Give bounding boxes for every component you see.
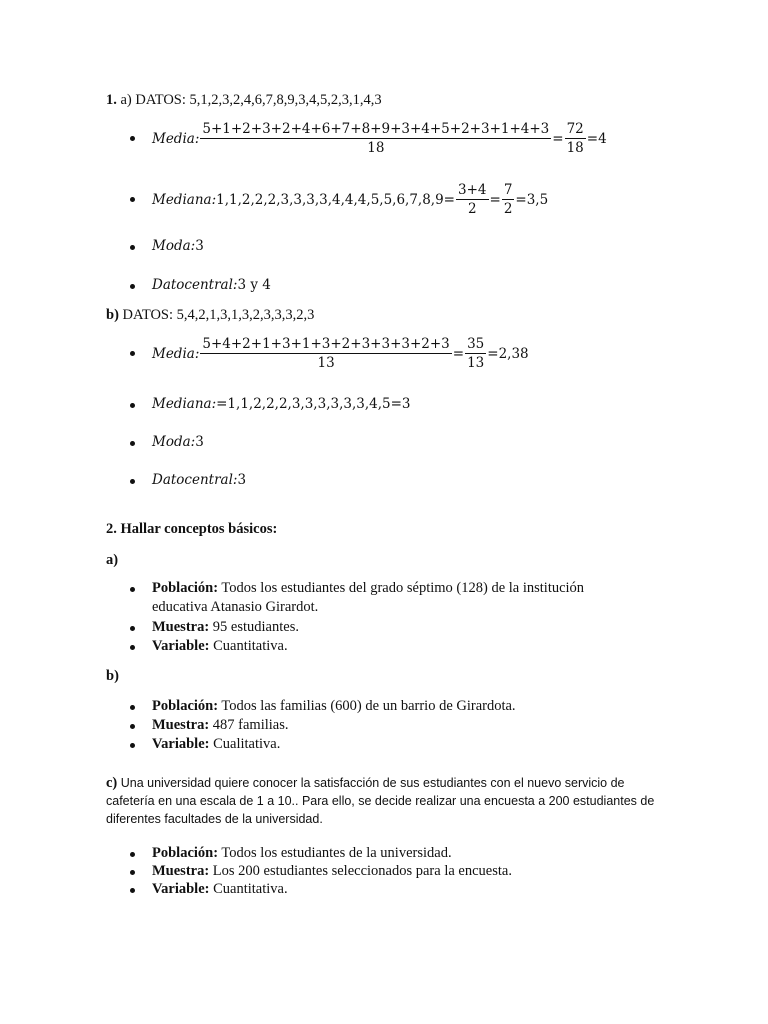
bullet [130,870,135,875]
bullet [130,587,135,592]
c-poblacion: Población: Todos los estudiantes de la universidad. [152,845,452,861]
bullet [130,284,135,289]
bullet [130,645,135,650]
bullet [130,441,135,446]
bullet [130,479,135,484]
section1-a-datos [106,92,382,109]
c-variable: Variable: Cuantitativa. [152,881,288,897]
bullet [130,724,135,729]
bullet [130,705,135,710]
bullet [130,136,135,141]
a-mediana-label: Mediana: [152,191,217,208]
section2-b-label: b) [106,668,119,684]
bullet [130,852,135,857]
b-muestra: Muestra: 487 familias. [152,717,289,733]
a-mediana-fraction: $\frac{3+4}{2}$ [458,182,487,217]
a-poblacion: Población: Todos los estudiantes del grado séptimo (128) de la institución [152,580,585,596]
a-media-result: =4 [586,130,607,147]
a-poblacion-cont: educativa Atanasio Girardot. [152,599,319,615]
section1-a-line: a) DATOS: 5,1,2,3,2,4,6,7,8,9,3,4,5,2,3,1,4,3 [120,92,382,108]
b-moda: Moda:3 [152,434,204,450]
a-mediana-result: =3,5 [515,191,549,208]
a-muestra: Muestra: 95 estudiantes. [152,619,299,635]
bullet [130,197,135,202]
a-mediana-fraction-2: $\frac{7}{2}$ [503,182,513,217]
bullet [130,351,135,356]
a-media-fraction: $\frac{5+1+2+3+2+4+6+7+8+9+3+4+5+2+3+1+4+3}{18}$ [202,121,550,156]
bullet [130,888,135,893]
b-variable: Variable: Cualitativa. [152,736,281,752]
b-media-fraction-2: $\frac{35}{13}$ [467,336,485,371]
c-muestra: Muestra: Los 200 estudiantes seleccionados para la encuesta. [152,863,512,879]
section2-title: 2. Hallar conceptos básicos: [106,521,278,537]
a-mediana-equation: Mediana: 1,1,2,2,2,3,3,3,3,4,4,4,5,5,6,7,8,9= $\frac{3+4}{2}$ = $\frac{7}{2}$ =3,5 [152,182,549,217]
section1-b-label: b) [106,307,119,323]
a-variable: Variable: Cuantitativa. [152,638,288,654]
b-media-equation: Media: $\frac{5+4+2+1+3+1+3+2+3+3+3+2+3}{13}$ = $\frac{35}{13}$ =2,38 [152,336,529,371]
b-media-fraction: $\frac{5+4+2+1+3+1+3+2+3+3+3+2+3}{13}$ [202,336,450,371]
bullet [130,245,135,250]
a-mediana-seq: 1,1,2,2,2,3,3,3,3,4,4,4,5,5,6,7,8,9= [216,191,455,208]
section1-b-datos [106,307,314,324]
b-media-result: =2,38 [487,345,529,362]
section1-b-line: DATOS: 5,4,2,1,3,1,3,2,3,3,3,2,3 [118,307,315,323]
bullet [130,743,135,748]
bullet [130,626,135,631]
a-moda: Moda:3 [152,238,204,254]
a-media-label: Media: [152,130,200,147]
b-media-label: Media: [152,345,200,362]
b-dato-central: Datocentral:3 [152,472,247,488]
a-media-fraction-2: $\frac{72}{18}$ [566,121,584,156]
section2-c-label: c) [106,775,118,791]
section2-a-label: a) [106,552,119,568]
b-mediana: Mediana:=1,1,2,2,2,3,3,3,3,3,3,4,5=3 [152,396,411,412]
bullet [130,403,135,408]
a-media-equation: Media: $\frac{5+1+2+3+2+4+6+7+8+9+3+4+5+2+3+1+4+3}{18}$ = $\frac{72}{18}$ =4 [152,121,607,156]
b-poblacion: Población: Todos las familias (600) de un barrio de Girardota. [152,698,516,714]
a-dato-central: Datocentral:3 y 4 [152,277,271,293]
section2-c-paragraph: c) Una universidad quiere conocer la satisfacción de sus estudiantes con el nuevo servicio de cafetería en una escala de 1 a 10.. Para ello, se decide realizar una encuesta a 200 estudiantes de diferentes facultades de la universidad. [106,775,655,826]
section1-number: 1. [106,92,117,108]
